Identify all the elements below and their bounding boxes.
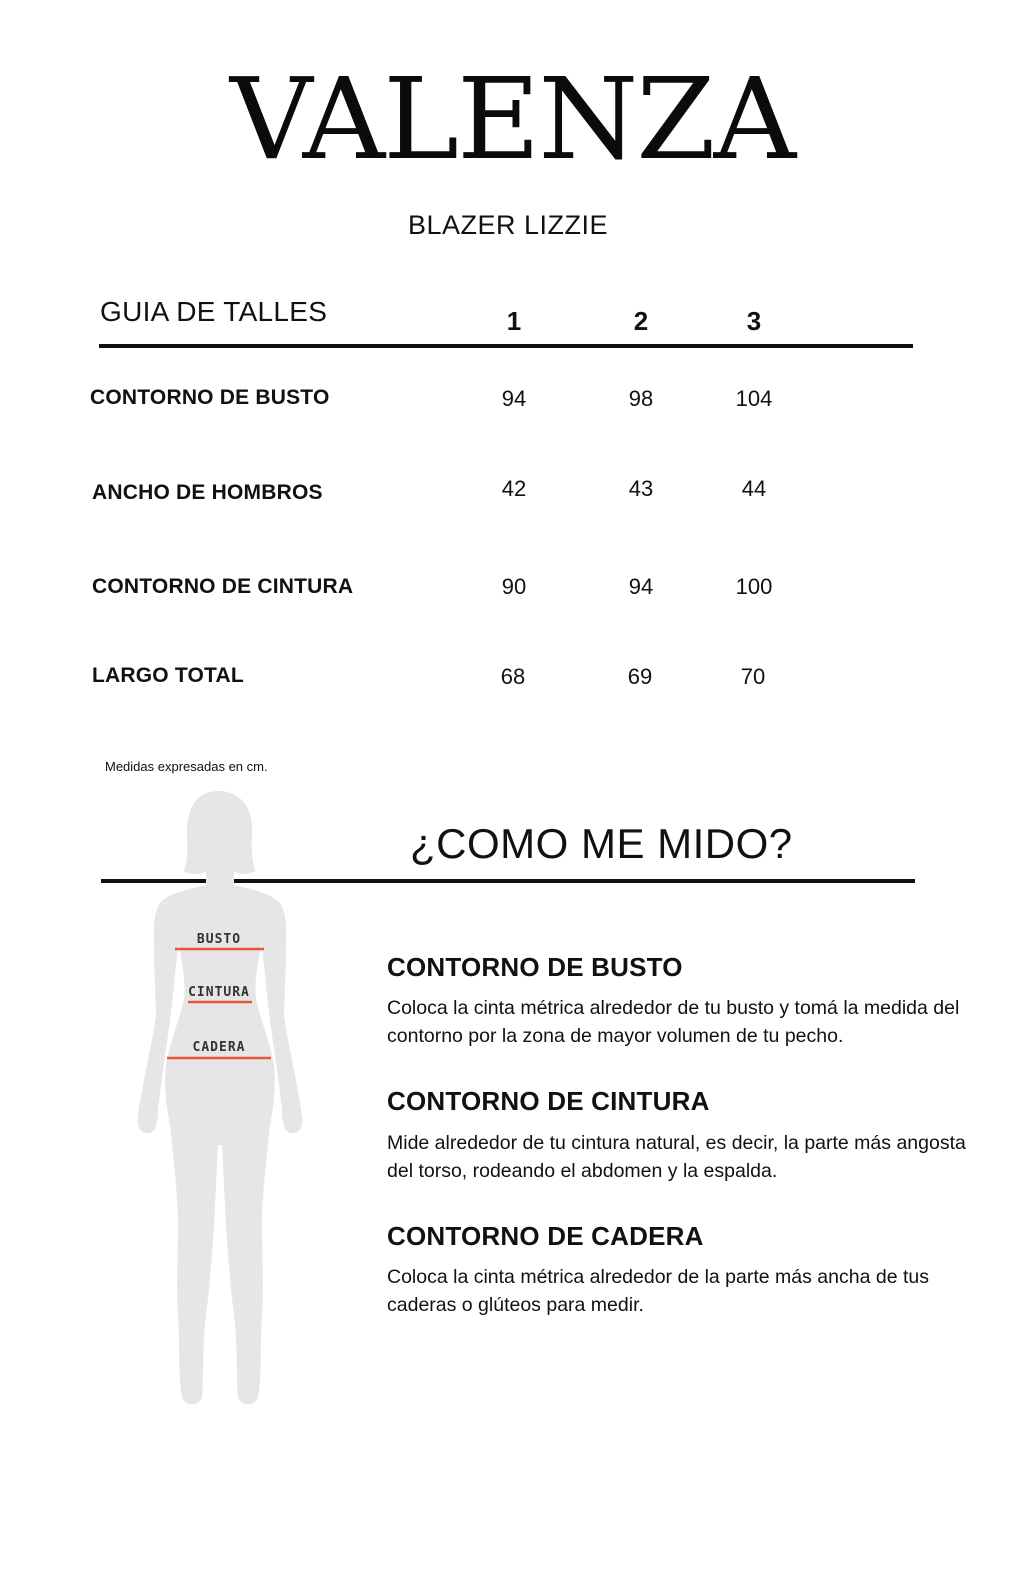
section-heading-hip: CONTORNO DE CADERA bbox=[387, 1221, 704, 1251]
cell-value: 43 bbox=[628, 476, 654, 501]
figure-label-hip: CADERA bbox=[192, 1040, 246, 1055]
section-heading-bust: CONTORNO DE BUSTO bbox=[387, 952, 683, 982]
section-text-bust: Coloca la cinta métrica alrededor de tu busto y tomá la medida del contorno por la zona de mayor volumen de tu pecho. bbox=[387, 997, 960, 1047]
figure-label-waist: CINTURA bbox=[188, 985, 250, 1000]
size-header-1: 1 bbox=[506, 306, 522, 336]
brand-logo: VALENZA bbox=[229, 55, 795, 185]
figure-label-bust: BUSTO bbox=[196, 932, 242, 947]
cell-value: 100 bbox=[735, 574, 773, 599]
row-label-shoulders: ANCHO DE HOMBROS bbox=[92, 481, 323, 504]
size-header-2: 2 bbox=[633, 306, 649, 336]
cell-value: 104 bbox=[735, 386, 773, 411]
cell-value: 68 bbox=[500, 664, 526, 689]
cell-value: 98 bbox=[628, 386, 654, 411]
cell-value: 94 bbox=[501, 386, 527, 411]
cell-value: 44 bbox=[741, 476, 767, 501]
product-name: BLAZER LIZZIE bbox=[407, 210, 609, 240]
cell-value: 70 bbox=[740, 664, 766, 689]
size-guide-title: GUIA DE TALLES bbox=[100, 296, 328, 327]
cell-value: 42 bbox=[501, 476, 527, 501]
size-header-3: 3 bbox=[746, 306, 762, 336]
cell-value: 90 bbox=[501, 574, 527, 599]
section-heading-waist: CONTORNO DE CINTURA bbox=[387, 1086, 710, 1116]
table-header-divider bbox=[99, 344, 913, 348]
section-text-hip: Coloca la cinta métrica alrededor de la parte más ancha de tus caderas o glúteos para medir. bbox=[387, 1266, 929, 1316]
cell-value: 94 bbox=[628, 574, 654, 599]
cell-value: 69 bbox=[627, 664, 653, 689]
row-label-length: LARGO TOTAL bbox=[92, 664, 244, 687]
how-to-measure-title: ¿COMO ME MIDO? bbox=[410, 820, 793, 867]
units-note: Medidas expresadas en cm. bbox=[105, 759, 268, 774]
body-silhouette-illustration bbox=[120, 785, 320, 1415]
row-label-bust: CONTORNO DE BUSTO bbox=[90, 386, 330, 409]
section-text-waist: Mide alrededor de tu cintura natural, es decir, la parte más angosta del torso, rodeando el abdomen y la espalda. bbox=[387, 1132, 966, 1182]
row-label-waist: CONTORNO DE CINTURA bbox=[92, 575, 354, 598]
